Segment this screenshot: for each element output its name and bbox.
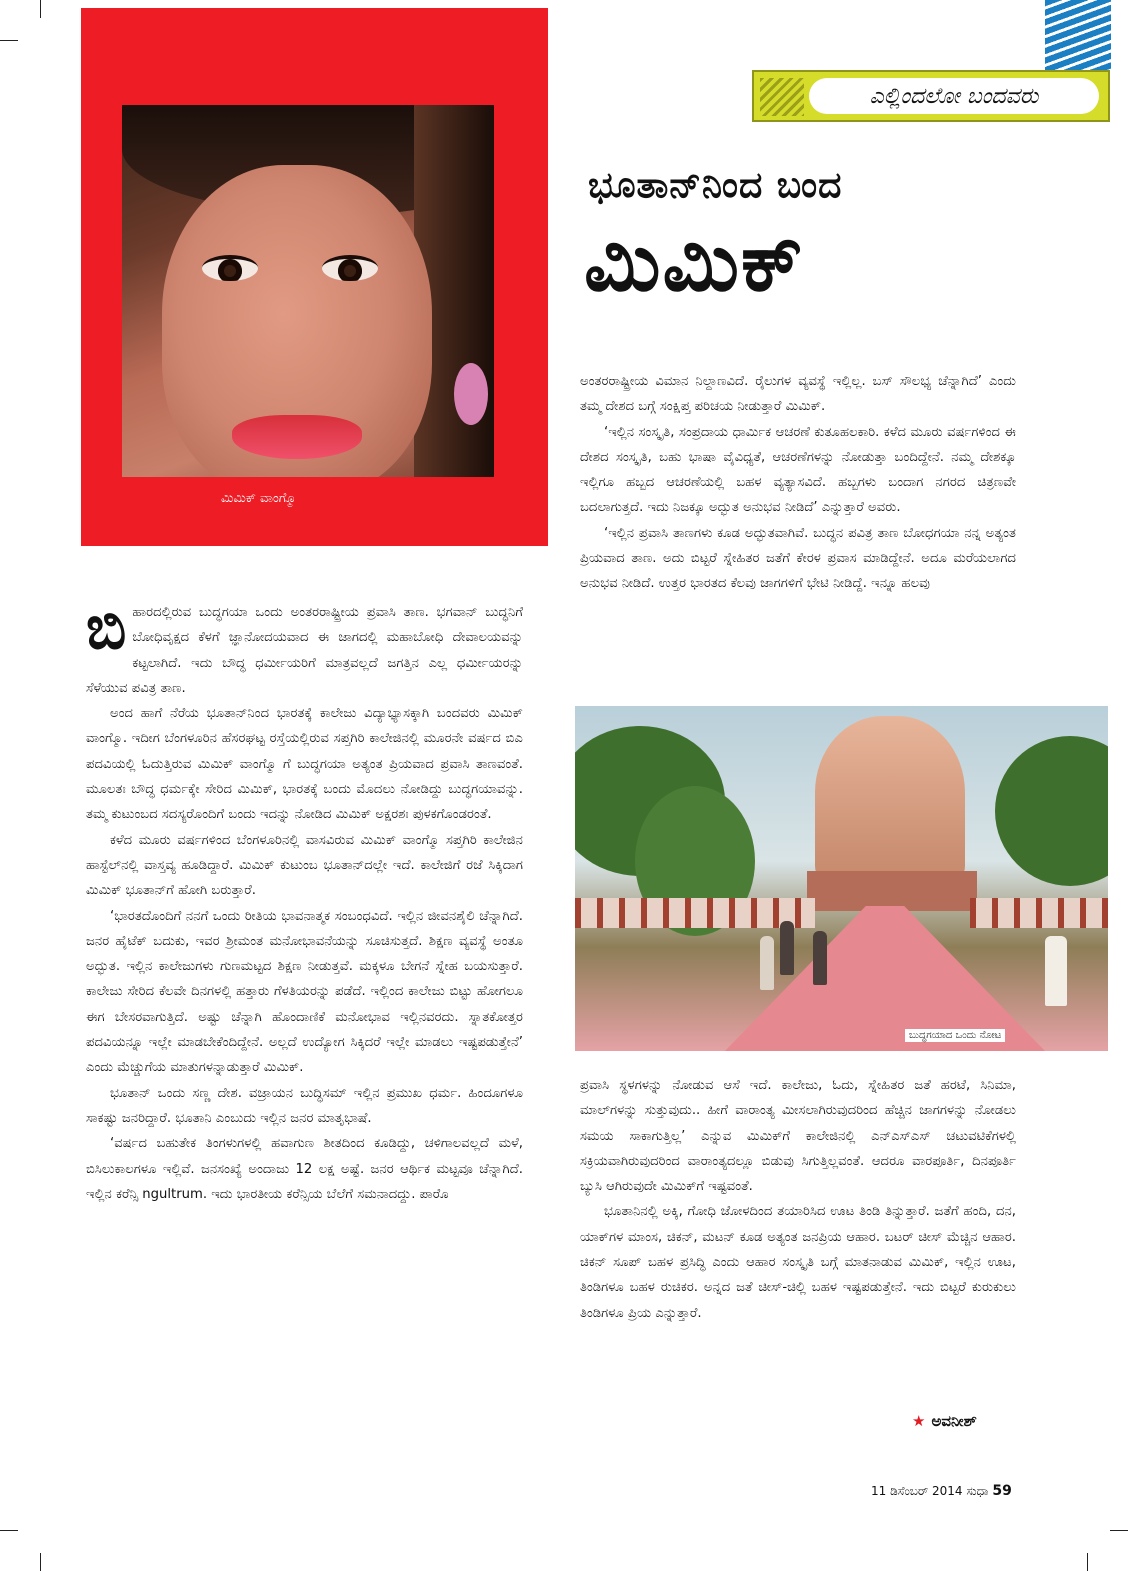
- crop-mark: [1087, 1553, 1088, 1571]
- article-subtitle: ಭೂತಾನ್‌ನಿಂದ ಬಂದ: [588, 165, 843, 206]
- article-paragraph: ಬಿಹಾರದಲ್ಲಿರುವ ಬುದ್ಧಗಯಾ ಒಂದು ಅಂತರರಾಷ್ಟ್ರೀಯ ಪ್ರವಾಸಿ ತಾಣ. ಭಗವಾನ್ ಬುದ್ಧನಿಗೆ ಬೋಧಿವೃಕ್ಷದ ಕೆಳಗೆ ಜ್ಞಾನೋದಯವಾದ ಈ ಜಾಗದಲ್ಲಿ ಮಹಾಬೋಧಿ ದೇವಾಲಯವನ್ನು ಕಟ್ಟಲಾಗಿದೆ. ಇದು ಬೌದ್ಧ ಧರ್ಮೀಯರಿಗೆ ಮಾತ್ರವಲ್ಲದೆ ಜಗತ್ತಿನ ಎಲ್ಲ ಧರ್ಮೀಯರನ್ನು ಸೆಳೆಯುವ ಪವಿತ್ರ ತಾಣ.: [86, 593, 523, 696]
- crop-mark: [40, 1553, 41, 1571]
- page-number: 59: [992, 1483, 1012, 1499]
- section-mark-icon: [1045, 0, 1111, 70]
- article-paragraph: ಅಂತರರಾಷ್ಟ್ರೀಯ ವಿಮಾನ ನಿಲ್ದಾಣವಿದೆ. ರೈಲುಗಳ ವ್ಯವಸ್ಥೆ ಇಲ್ಲಿಲ್ಲ. ಬಸ್ ಸೌಲಭ್ಯ ಚೆನ್ನಾಗಿದೆ’ ಎಂದು ತಮ್ಮ ದೇಶದ ಬಗ್ಗೆ ಸಂಕ್ಷಿಪ್ತ ಪರಿಚಯ ನೀಡುತ್ತಾರೆ ಮಿಮಿಕ್.: [580, 374, 1016, 415]
- article-column-right-bottom: [580, 1073, 1016, 1326]
- drop-cap: ಬಿ: [86, 593, 127, 663]
- author-byline: ★ ಅವನೀಶ್: [912, 1412, 977, 1430]
- section-tag-label: ಎಲ್ಲಿಂದಲೋ ಬಂದವರು: [809, 78, 1099, 114]
- article-paragraph: ಅಂದ ಹಾಗೆ ನೆರೆಯ ಭೂತಾನ್‌ನಿಂದ ಭಾರತಕ್ಕೆ ಕಾಲೇಜು ವಿದ್ಯಾಭ್ಯಾಸಕ್ಕಾಗಿ ಬಂದವರು ಮಿಮಿಕ್ ವಾಂಗ್ಮೊ. ಇದೀಗ ಬೆಂಗಳೂರಿನ ಹೆಸರಘಟ್ಟ ರಸ್ತೆಯಲ್ಲಿರುವ ಸಪ್ತಗಿರಿ ಕಾಲೇಜಿನಲ್ಲಿ ಮೂರನೇ ವರ್ಷದ ಬಿಎ ಪದವಿಯಲ್ಲಿ ಓದುತ್ತಿರುವ ಮಿಮಿಕ್ ವಾಂಗ್ಮೊ ಗೆ ಬುದ್ಧಗಯಾ ಅತ್ಯಂತ ಪ್ರಿಯವಾದ ಪ್ರವಾಸಿ ತಾಣವಂತೆ. ಮೂಲತಃ ಬೌದ್ಧ ಧರ್ಮಕ್ಕೇ ಸೇರಿದ ಮಿಮಿಕ್, ಭಾರತಕ್ಕೆ ಬಂದು ಮೊದಲು ನೋಡಿದ್ದು ಬುದ್ಧಗಯಾವನ್ನು. ತಮ್ಮ ಕುಟುಂಬದ ಸದಸ್ಯರೊಂದಿಗೆ ಬಂದು ಇದನ್ನು ನೋಡಿದ ಮಿಮಿಕ್ ಅಕ್ಷರಶಃ ಪುಳಕಗೊಂಡರಂತೆ.: [86, 706, 523, 823]
- section-tag: [752, 70, 1110, 122]
- page-footer: [871, 1483, 1012, 1499]
- article-column-right-top: [580, 369, 1016, 597]
- article-paragraph: ‘ಭಾರತದೊಂದಿಗೆ ನನಗೆ ಒಂದು ರೀತಿಯ ಭಾವನಾತ್ಮಕ ಸಂಬಂಧವಿದೆ. ಇಲ್ಲಿನ ಜೀವನಶೈಲಿ ಚೆನ್ನಾಗಿದೆ. ಜನರ ಹೈಟೆಕ್ ಬದುಕು, ಇವರ ಶ್ರೀಮಂತ ಮನೋಭಾವನೆಯನ್ನು ಸೂಚಿಸುತ್ತದೆ. ಶಿಕ್ಷಣ ವ್ಯವಸ್ಥೆ ಅಂತೂ ಅದ್ಭುತ. ಇಲ್ಲಿನ ಕಾಲೇಜುಗಳು ಗುಣಮಟ್ಟದ ಶಿಕ್ಷಣ ನೀಡುತ್ತವೆ. ಮಕ್ಕಳೂ ಬೇಗನೆ ಸ್ನೇಹ ಬಯಸುತ್ತಾರೆ. ಕಾಲೇಜು ಸೇರಿದ ಕೆಲವೇ ದಿನಗಳಲ್ಲಿ ಹತ್ತಾರು ಗೆಳತಿಯರನ್ನು ಪಡೆದೆ. ಇಲ್ಲಿಂದ ಕಾಲೇಜು ಬಿಟ್ಟು ಹೋಗಲೂ ಈಗ ಬೇಸರವಾಗುತ್ತಿದೆ. ಅಷ್ಟು ಚೆನ್ನಾಗಿ ಹೊಂದಾಣಿಕೆ ಮನೋಭಾವ ಇಲ್ಲಿನವರದು. ಸ್ನಾತಕೋತ್ತರ ಪದವಿಯನ್ನೂ ಇಲ್ಲೇ ಮಾಡಬೇಕೆಂದಿದ್ದೇನೆ. ಅಲ್ಲದೆ ಉದ್ಯೋಗ ಸಿಕ್ಕಿದರೆ ಇಲ್ಲೇ ಮಾಡಲು ಇಷ್ಟಪಡುತ್ತೇನೆ’ ಎಂದು ಮೆಚ್ಚುಗೆಯ ಮಾತುಗಳನ್ನಾಡುತ್ತಾರೆ ಮಿಮಿಕ್.: [86, 908, 523, 1076]
- crop-mark: [0, 1530, 18, 1531]
- article-column-left: [86, 593, 523, 1207]
- buddha-statue-photo: [575, 706, 1108, 1051]
- article-paragraph: ‘ಇಲ್ಲಿನ ಸಂಸ್ಕೃತಿ, ಸಂಪ್ರದಾಯ ಧಾರ್ಮಿಕ ಆಚರಣೆ ಕುತೂಹಲಕಾರಿ. ಕಳೆದ ಮೂರು ವರ್ಷಗಳಿಂದ ಈ ದೇಶದ ಸಂಸ್ಕೃತಿ, ಬಹು ಭಾಷಾ ವೈವಿಧ್ಯತೆ, ಆಚರಣೆಗಳನ್ನು ನೋಡುತ್ತಾ ಬಂದಿದ್ದೇನೆ. ನಮ್ಮ ದೇಶಕ್ಕೂ ಇಲ್ಲಿಗೂ ಹಬ್ಬದ ಆಚರಣೆಯಲ್ಲಿ ಬಹಳ ವ್ಯತ್ಯಾಸವಿದೆ. ಹಬ್ಬಗಳು ಬಂದಾಗ ನಗರದ ಚಿತ್ರಣವೇ ಬದಲಾಗುತ್ತದೆ. ಇದು ನಿಜಕ್ಕೂ ಅದ್ಭುತ ಅನುಭವ ನೀಡಿದೆ’ ಎನ್ನುತ್ತಾರೆ ಅವರು.: [580, 424, 1016, 516]
- article-paragraph: ‘ವರ್ಷದ ಬಹುತೇಕ ತಿಂಗಳುಗಳಲ್ಲಿ ಹವಾಗುಣ ಶೀತದಿಂದ ಕೂಡಿದ್ದು, ಚಳಿಗಾಲವಲ್ಲದೆ ಮಳೆ, ಬಿಸಿಲುಕಾಲಗಳೂ ಇಲ್ಲಿವೆ. ಜನಸಂಖ್ಯೆ ಅಂದಾಜು 12 ಲಕ್ಷ ಅಷ್ಟೆ. ಜನರ ಆರ್ಥಿಕ ಮಟ್ಟವೂ ಚೆನ್ನಾಗಿದೆ. ಇಲ್ಲಿನ ಕರೆನ್ಸಿ ngultrum. ಇದು ಭಾರತೀಯ ಕರೆನ್ಸಿಯ ಬೆಲೆಗೆ ಸಮನಾದದ್ದು. ಪಾರೊ: [86, 1136, 523, 1202]
- article-paragraph: ಪ್ರವಾಸಿ ಸ್ಥಳಗಳನ್ನು ನೋಡುವ ಆಸೆ ಇದೆ. ಕಾಲೇಜು, ಓದು, ಸ್ನೇಹಿತರ ಜತೆ ಹರಟೆ, ಸಿನಿಮಾ, ಮಾಲ್‌ಗಳನ್ನು ಸುತ್ತುವುದು.. ಹೀಗೆ ವಾರಾಂತ್ಯ ಮೀಸಲಾಗಿರುವುದರಿಂದ ಹೆಚ್ಚಿನ ಜಾಗಗಳನ್ನು ನೋಡಲು ಸಮಯ ಸಾಕಾಗುತ್ತಿಲ್ಲ’ ಎನ್ನುವ ಮಿಮಿಕ್‌ಗೆ ಕಾಲೇಜಿನಲ್ಲಿ ಎನ್‌ಎಸ್‌ಎಸ್ ಚಟುವಟಿಕೆಗಳಲ್ಲಿ ಸಕ್ರಿಯವಾಗಿರುವುದರಿಂದ ವಾರಾಂತ್ಯದಲ್ಲೂ ಬಿಡುವು ಸಿಗುತ್ತಿಲ್ಲವಂತೆ. ಆದರೂ ವಾರಪೂರ್ತಿ, ದಿನಪೂರ್ತಿ ಬ್ಯುಸಿ ಆಗಿರುವುದೇ ಮಿಮಿಕ್‌ಗೆ ಇಷ್ಟವಂತೆ.: [580, 1078, 1016, 1195]
- article-paragraph: ‘ಇಲ್ಲಿನ ಪ್ರವಾಸಿ ತಾಣಗಳು ಕೂಡ ಅದ್ಭುತವಾಗಿವೆ. ಬುದ್ಧನ ಪವಿತ್ರ ತಾಣ ಬೋಧಗಯಾ ನನ್ನ ಅತ್ಯಂತ ಪ್ರಿಯವಾದ ತಾಣ. ಅದು ಬಿಟ್ಟರೆ ಸ್ನೇಹಿತರ ಜತೆಗೆ ಕೇರಳ ಪ್ರವಾಸ ಮಾಡಿದ್ದೇನೆ. ಅದೂ ಮರೆಯಲಾಗದ ಅನುಭವ ನೀಡಿದೆ. ಉತ್ತರ ಭಾರತದ ಕೆಲವು ಜಾಗಗಳಿಗೆ ಭೇಟಿ ನೀಡಿದ್ದೆ. ಇನ್ನೂ ಹಲವು: [580, 525, 1016, 592]
- portrait-photo: [122, 105, 494, 477]
- crop-mark: [1110, 1530, 1128, 1531]
- article-paragraph: ಕಳೆದ ಮೂರು ವರ್ಷಗಳಿಂದ ಬೆಂಗಳೂರಿನಲ್ಲಿ ವಾಸವಿರುವ ಮಿಮಿಕ್ ವಾಂಗ್ಮೊ ಸಪ್ತಗಿರಿ ಕಾಲೇಜಿನ ಹಾಸ್ಟೆಲ್‌ನಲ್ಲಿ ವಾಸ್ತವ್ಯ ಹೂಡಿದ್ದಾರೆ. ಮಿಮಿಕ್ ಕುಟುಂಬ ಭೂತಾನ್‌ದಲ್ಲೇ ಇದೆ. ಕಾಲೇಜಿಗೆ ರಜೆ ಸಿಕ್ಕಿದಾಗ ಮಿಮಿಕ್ ಭೂತಾನ್‌ಗೆ ಹೋಗಿ ಬರುತ್ತಾರೆ.: [86, 832, 523, 899]
- crop-mark: [0, 40, 18, 41]
- star-icon: ★: [912, 1412, 926, 1430]
- photo-caption: ಬುದ್ಧಗಯಾದ ಒಂದು ನೋಟ: [905, 1029, 1005, 1042]
- portrait-frame: [81, 8, 548, 546]
- article-title: ಮಿಮಿಕ್: [584, 216, 805, 309]
- issue-date: 11 ಡಿಸೆಂಬರ್ 2014: [871, 1484, 963, 1498]
- article-paragraph: ಭೂತಾನಿನಲ್ಲಿ ಅಕ್ಕಿ, ಗೋಧಿ ಜೋಳದಿಂದ ತಯಾರಿಸಿದ ಊಟ ತಿಂಡಿ ತಿನ್ನುತ್ತಾರೆ. ಜತೆಗೆ ಹಂದಿ, ದನ, ಯಾಕ್‌ಗಳ ಮಾಂಸ, ಚಿಕನ್, ಮಟನ್ ಕೂಡ ಅತ್ಯಂತ ಜನಪ್ರಿಯ ಆಹಾರ. ಬಟರ್ ಚೀಸ್ ಮೆಚ್ಚಿನ ಆಹಾರ. ಚಿಕನ್ ಸೂಪ್ ಬಹಳ ಪ್ರಸಿದ್ಧಿ ಎಂದು ಆಹಾರ ಸಂಸ್ಕೃತಿ ಬಗ್ಗೆ ಮಾತನಾಡುವ ಮಿಮಿಕ್, ಇಲ್ಲಿನ ಊಟ, ತಿಂಡಿಗಳೂ ಬಹಳ ರುಚಿಕರ. ಅನ್ನದ ಜತೆ ಚೀಸ್-ಚಿಲ್ಲಿ ಬಹಳ ಇಷ್ಟಪಡುತ್ತೇನೆ. ಇದು ಬಿಟ್ಟರೆ ಕುರುಕುಲು ತಿಂಡಿಗಳೂ ಪ್ರಿಯ ಎನ್ನುತ್ತಾರೆ.: [580, 1204, 1016, 1321]
- crop-mark: [40, 0, 41, 18]
- article-paragraph: ಭೂತಾನ್ ಒಂದು ಸಣ್ಣ ದೇಶ. ವಜ್ರಾಯನ ಬುದ್ಧಿಸಮ್ ಇಲ್ಲಿನ ಪ್ರಮುಖ ಧರ್ಮ. ಹಿಂದೂಗಳೂ ಸಾಕಷ್ಟು ಜನರಿದ್ದಾರೆ. ಭೂತಾನಿ ಎಂಬುದು ಇಲ್ಲಿನ ಜನರ ಮಾತೃಭಾಷೆ.: [86, 1085, 523, 1126]
- magazine-name: ಸುಧಾ: [966, 1484, 989, 1498]
- portrait-caption: ಮಿಮಿಕ್ ವಾಂಗ್ಮೊ: [221, 491, 297, 506]
